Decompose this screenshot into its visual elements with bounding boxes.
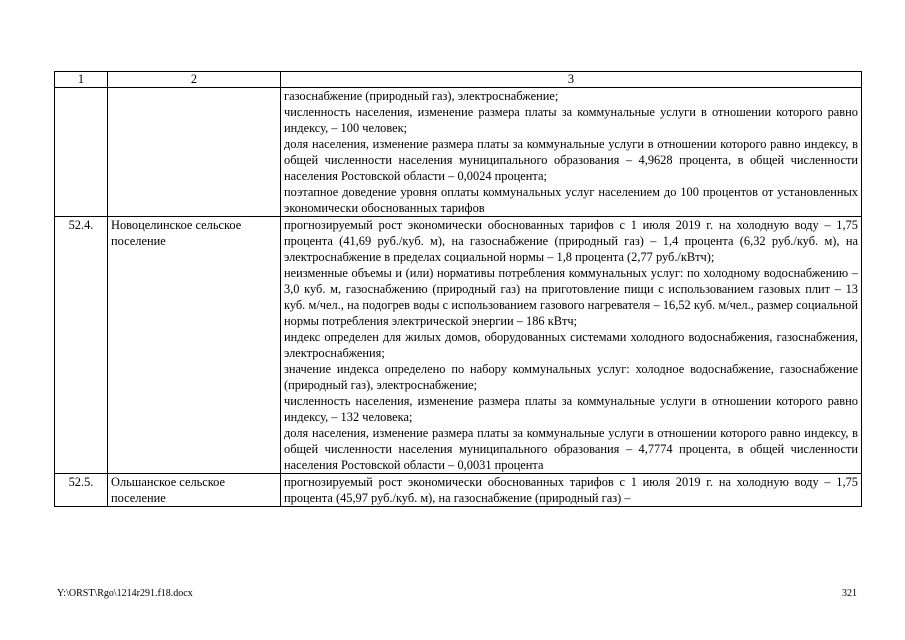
- paragraph: численность населения, изменение размера платы за коммунальные услуги в отношении которого равно индексу, – 100 человек;: [284, 105, 858, 135]
- paragraph: поэтапное доведение уровня оплаты коммунальных услуг населением до 100 процентов от установленных экономически обоснованных тарифов: [284, 185, 858, 215]
- data-table: [54, 71, 862, 507]
- paragraph: газоснабжение (природный газ), электроснабжение;: [284, 89, 559, 103]
- row-text-cell: [281, 217, 862, 474]
- settlement-name: Новоцелинское сельское поселение: [108, 217, 281, 474]
- paragraph: прогнозируемый рост экономически обоснованных тарифов с 1 июля 2019 г. на холодную воду – 1,75 процента (45,97 руб./куб. м), на газоснабжение (природный газ) –: [284, 475, 858, 505]
- paragraph: индекс определен для жилых домов, оборудованных системами холодного водоснабжения, газоснабжения, электроснабжения;: [284, 330, 858, 360]
- row-text-cell: [281, 474, 862, 507]
- footer-file-path: Y:\ORST\Rgo\1214r291.f18.docx: [57, 588, 193, 599]
- header-cell-2: 2: [108, 72, 281, 88]
- paragraph: численность населения, изменение размера платы за коммунальные услуги в отношении которого равно индексу, – 132 человека;: [284, 394, 858, 424]
- table-row: [55, 217, 862, 474]
- footer-page-number: 321: [842, 588, 857, 599]
- table-row: [55, 474, 862, 507]
- paragraph: значение индекса определено по набору коммунальных услуг: холодное водоснабжение, газоснабжение (природный газ), электроснабжение;: [284, 362, 858, 392]
- continuation-row: [55, 88, 862, 217]
- header-row: [55, 72, 862, 88]
- settlement-name: Ольшанское сельское поселение: [108, 474, 281, 507]
- row-text-cell: [281, 88, 862, 217]
- header-cell-3: 3: [281, 72, 862, 88]
- header-cell-1: 1: [55, 72, 108, 88]
- row-number: 52.4.: [55, 217, 108, 474]
- paragraph: доля населения, изменение размера платы за коммунальные услуги в отношении которого равно индексу, в общей численности населения муниципального образования – 4,7774 процента, в общей численности населения Ростовской области – 0,0031 процента: [284, 426, 858, 472]
- row-number-cell: [55, 88, 108, 217]
- row-number: 52.5.: [55, 474, 108, 507]
- paragraph: доля населения, изменение размера платы за коммунальные услуги в отношении которого равно индексу, в общей численности населения муниципального образования – 4,9628 процента, в общей численности населения Ростовской области – 0,0024 процента;: [284, 137, 858, 183]
- paragraph: прогнозируемый рост экономически обоснованных тарифов с 1 июля 2019 г. на холодную воду – 1,75 процента (41,69 руб./куб. м), на газоснабжение (природный газ) – 1,4 процента (6,32 руб./куб. м), на электроснабжение в пределах социальной нормы – 1,8 процента (2,77 руб./кВтч);: [284, 218, 858, 264]
- paragraph: неизменные объемы и (или) нормативы потребления коммунальных услуг: по холодному водоснабжению – 3,0 куб. м, газоснабжению (природный газ) на приготовление пищи с использованием газовых плит – 13 куб. м/чел., на подогрев воды с использованием газового нагревателя – 16,52 куб. м/чел., размер социальной нормы потребления электрической энергии – 186 кВтч;: [284, 266, 858, 328]
- row-name-cell: [108, 88, 281, 217]
